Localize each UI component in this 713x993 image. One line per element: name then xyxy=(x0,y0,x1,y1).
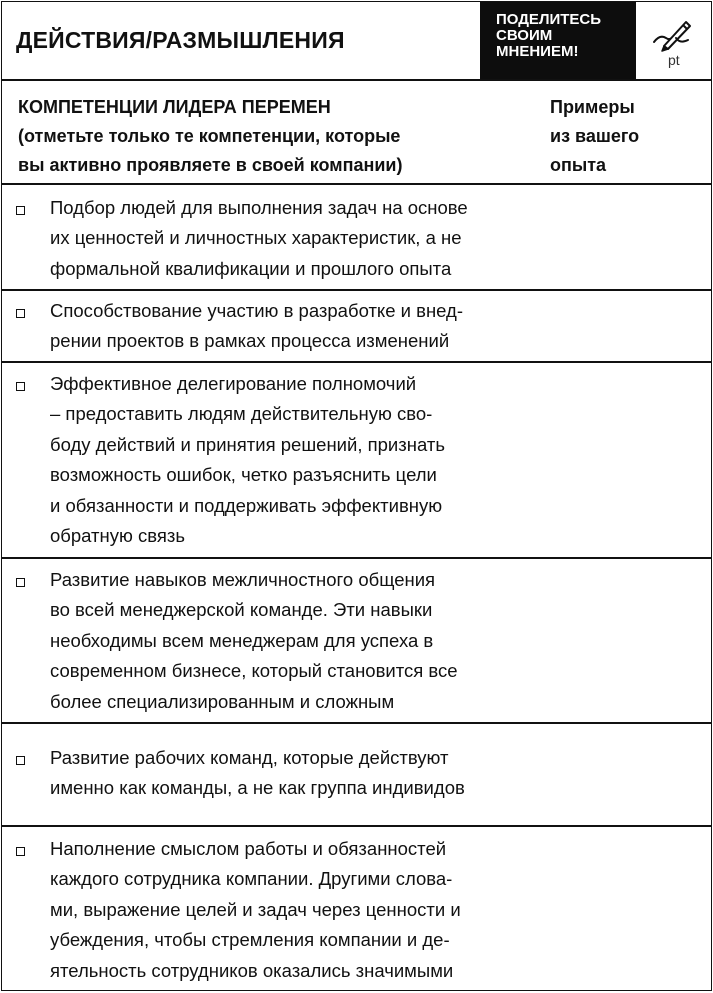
competency-line: ми, выражение целей и задач через ценности и xyxy=(50,898,461,920)
examples-header-line: опыта xyxy=(550,155,607,175)
share-line: ПОДЕЛИТЕСЬ xyxy=(496,11,602,28)
pen-icon-tag: pt xyxy=(668,52,680,68)
competency-checkbox[interactable] xyxy=(16,847,25,856)
pen-box xyxy=(638,2,711,79)
competency-checkbox[interactable] xyxy=(16,382,25,391)
examples-header-line: из вашего xyxy=(550,126,640,146)
competency-row xyxy=(2,363,711,559)
competency-line: Развитие рабочих команд, которые действуют xyxy=(50,747,449,768)
competency-line: ятельность сотрудников оказались значимыми xyxy=(50,959,454,981)
competency-line: Наполнение смыслом работы и обязанностей xyxy=(50,838,447,859)
share-opinion-box xyxy=(480,2,636,79)
competency-text xyxy=(50,369,550,551)
competency-checkbox[interactable] xyxy=(16,309,25,318)
competency-line: именно как команды, а не как группа индивидов xyxy=(50,777,465,799)
competency-line: Подбор людей для выполнения задач на основе xyxy=(50,197,468,218)
competency-row xyxy=(2,724,711,827)
competency-line: боду действий и принятия решений, признать xyxy=(50,433,445,455)
competencies-header xyxy=(18,93,402,180)
competency-line: Эффективное делегирование полномочий xyxy=(50,373,417,394)
share-line: СВОИМ xyxy=(496,27,553,44)
competency-line: Развитие навыков межличностного общения xyxy=(50,569,436,590)
competency-checkbox[interactable] xyxy=(16,206,25,215)
header xyxy=(2,2,711,81)
competency-text xyxy=(50,296,550,357)
competency-line: современном бизнесе, который становится все xyxy=(50,660,458,682)
worksheet xyxy=(1,1,712,991)
competency-text xyxy=(50,193,550,284)
competency-checkbox[interactable] xyxy=(16,756,25,765)
competencies-header-line: вы активно проявляете в своей компании) xyxy=(18,155,403,175)
column-headers xyxy=(2,81,711,185)
competency-checkbox[interactable] xyxy=(16,578,25,587)
competency-line: Способствование участию в разработке и внед- xyxy=(50,300,464,321)
competency-line: каждого сотрудника компании. Другими слова- xyxy=(50,868,453,890)
competency-line: рении проектов в рамках процесса изменений xyxy=(50,330,450,352)
competency-line: необходимы всем менеджерам для успеха в xyxy=(50,629,434,651)
competency-line: – предоставить людям действительную сво- xyxy=(50,403,433,425)
competency-line: их ценностей и личностных характеристик, а не xyxy=(50,227,462,249)
competency-line: убеждения, чтобы стремления компании и де- xyxy=(50,929,450,951)
competency-row xyxy=(2,291,711,363)
pen-writing-icon xyxy=(650,16,694,52)
competency-row xyxy=(2,185,711,291)
examples-header-line: Примеры xyxy=(550,97,635,117)
competency-text xyxy=(50,834,550,986)
page-title: ДЕЙСТВИЯ/РАЗМЫШЛЕНИЯ xyxy=(16,27,345,53)
competency-line: во всей менеджерской команде. Эти навыки xyxy=(50,599,433,621)
competencies-header-line: (отметьте только те компетенции, которые xyxy=(18,126,401,146)
competency-line: и обязанности и поддерживать эффективную xyxy=(50,494,443,516)
competency-line: обратную связь xyxy=(50,525,186,547)
competency-line: возможность ошибок, четко разъяснить цели xyxy=(50,464,437,486)
competencies-header-line: КОМПЕТЕНЦИИ ЛИДЕРА ПЕРЕМЕН xyxy=(18,97,331,117)
competency-line: формальной квалификации и прошлого опыта xyxy=(50,257,452,279)
examples-header xyxy=(550,93,639,180)
competency-line: более специализированным и сложным xyxy=(50,690,395,712)
competency-text xyxy=(50,743,550,804)
share-line: МНЕНИЕМ! xyxy=(496,43,579,60)
competency-row xyxy=(2,827,711,990)
competency-row xyxy=(2,559,711,724)
competency-text xyxy=(50,565,550,717)
